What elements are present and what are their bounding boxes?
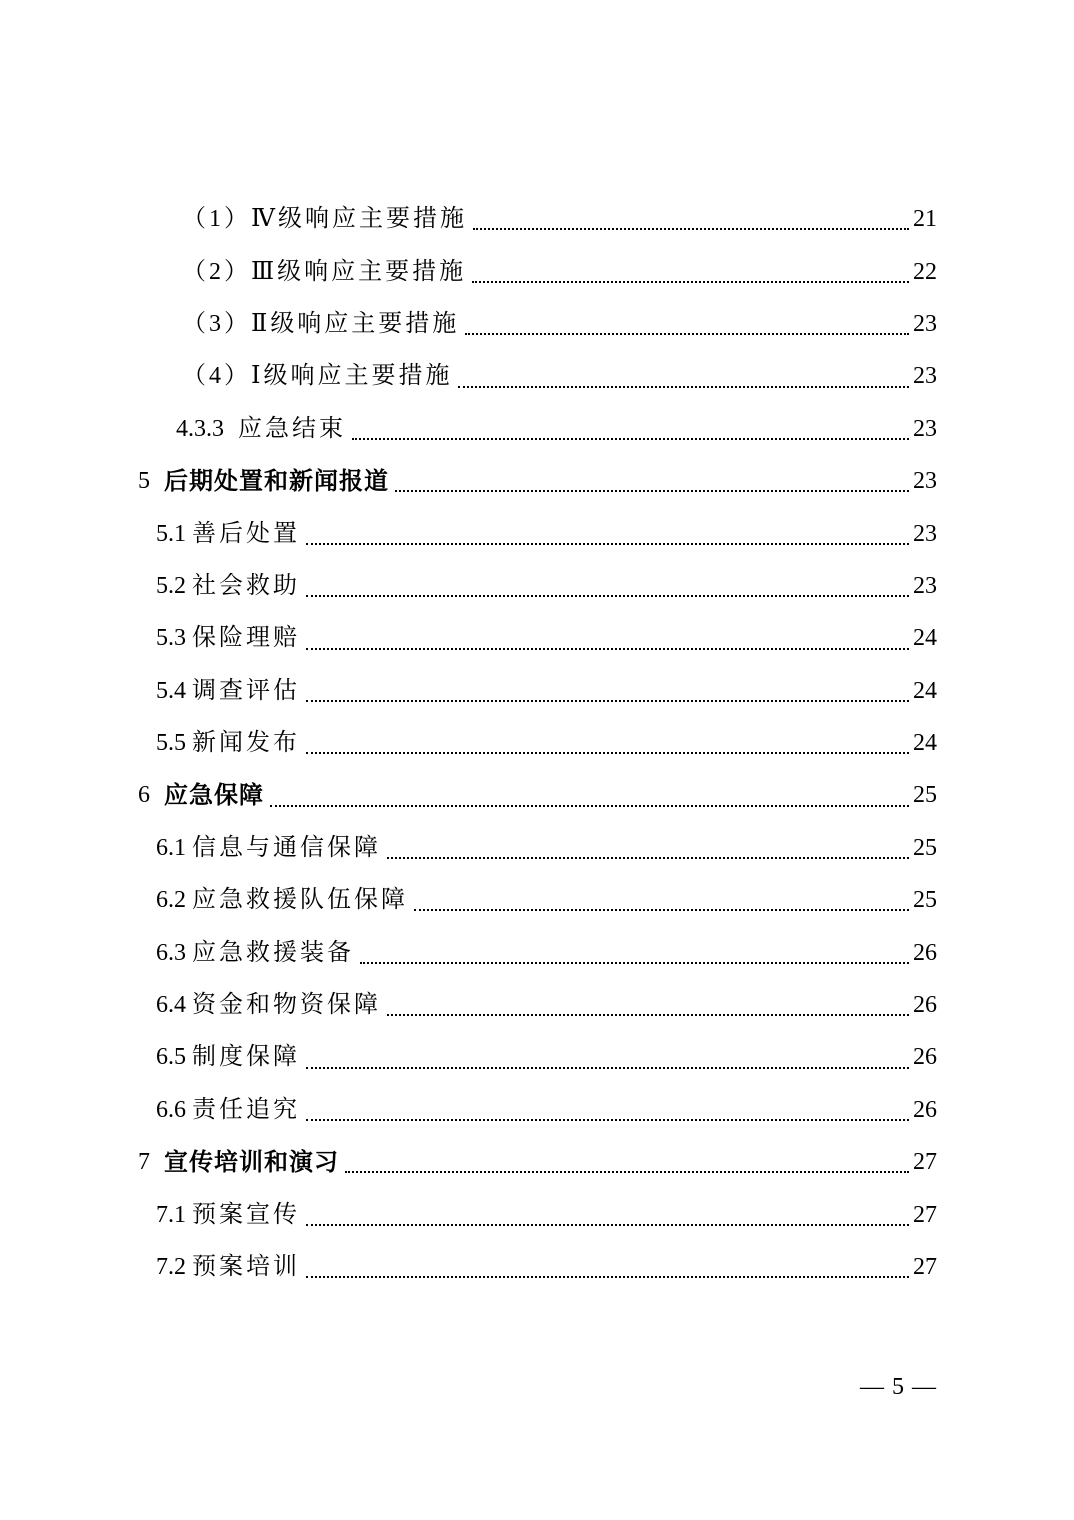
- toc-entry-number: 6.4: [156, 992, 186, 1019]
- toc-entry-page: 25: [913, 782, 937, 809]
- toc-chapter[interactable]: [0, 455, 1074, 507]
- toc-entry-page: 26: [913, 1044, 937, 1071]
- toc-entry-number: （3）: [182, 310, 251, 337]
- toc-entry-title: 预案培训: [192, 1254, 300, 1280]
- toc-entry-page: 23: [913, 310, 937, 337]
- toc-entry-title: 保险理赔: [192, 625, 300, 652]
- toc-entry-page: 25: [913, 834, 937, 861]
- toc-entry-number: 5.3: [156, 625, 186, 652]
- toc-entry-title: 新闻发布: [192, 730, 300, 757]
- dot-leader: [387, 1014, 909, 1016]
- toc-entry-title: 信息与通信保障: [192, 834, 381, 861]
- dot-leader: [306, 1276, 909, 1278]
- dot-leader: [465, 333, 909, 335]
- toc-chapter[interactable]: [0, 769, 1074, 821]
- toc-entry[interactable]: [0, 665, 1074, 717]
- dot-leader: [387, 857, 909, 859]
- dot-leader: [306, 700, 909, 702]
- toc-entry-title: 应急结束: [238, 415, 346, 442]
- toc-entry-page: 27: [913, 1149, 937, 1176]
- toc-entry-number: （2）: [182, 258, 251, 285]
- toc-entry-page: 22: [913, 258, 937, 285]
- toc-entry-number: （1）: [182, 206, 251, 233]
- toc-entry-page: 26: [913, 992, 937, 1019]
- toc-entry-title: Ⅳ级响应主要措施: [251, 206, 467, 233]
- toc-entry[interactable]: [0, 193, 1074, 245]
- toc-entry-page: 23: [913, 520, 937, 547]
- toc-entry-number: （4）: [182, 363, 251, 390]
- toc-entry-title: Ⅲ级响应主要措施: [251, 258, 467, 285]
- toc-entry-title: 制度保障: [192, 1044, 300, 1071]
- toc-entry-number: 5.4: [156, 677, 186, 704]
- toc-entry-number: 6.2: [156, 887, 186, 914]
- table-of-contents: [0, 193, 1074, 1293]
- toc-entry-number: 7: [138, 1149, 150, 1176]
- toc-entry-page: 24: [913, 677, 937, 704]
- toc-entry-number: 6: [138, 782, 150, 809]
- toc-entry-title: 责任追究: [192, 1096, 300, 1123]
- toc-entry[interactable]: [0, 1188, 1074, 1240]
- dot-leader: [345, 1171, 909, 1173]
- toc-entry-number: 5.5: [156, 730, 186, 757]
- toc-entry-number: 5.2: [156, 572, 186, 599]
- toc-entry-number: 6.3: [156, 939, 186, 966]
- toc-entry[interactable]: [0, 926, 1074, 978]
- toc-entry[interactable]: [0, 507, 1074, 559]
- toc-entry-title: 应急救援装备: [192, 939, 354, 966]
- toc-entry-page: 27: [913, 1201, 937, 1228]
- page-number-footer: — 5 —: [860, 1374, 937, 1400]
- dot-leader: [306, 1067, 909, 1069]
- toc-entry-number: 7.1: [156, 1201, 186, 1228]
- dot-leader: [352, 438, 909, 440]
- dot-leader: [306, 595, 909, 597]
- toc-entry-number: 4.3.3: [176, 415, 224, 442]
- dot-leader: [473, 228, 909, 230]
- dot-leader: [395, 490, 909, 492]
- toc-chapter[interactable]: [0, 1136, 1074, 1188]
- dot-leader: [306, 648, 909, 650]
- dot-leader: [270, 805, 909, 807]
- toc-entry-page: 25: [913, 887, 937, 914]
- toc-entry[interactable]: [0, 1241, 1074, 1293]
- dot-leader: [306, 1224, 909, 1226]
- toc-entry-title: Ⅱ级响应主要措施: [251, 310, 460, 337]
- toc-entry-number: 5.1: [156, 520, 186, 547]
- toc-entry-title: 应急保障: [164, 781, 264, 810]
- toc-entry-page: 23: [913, 363, 937, 390]
- toc-entry[interactable]: [0, 979, 1074, 1031]
- toc-entry[interactable]: [0, 403, 1074, 455]
- toc-entry[interactable]: [0, 298, 1074, 350]
- toc-entry-title: Ⅰ级响应主要措施: [251, 363, 453, 390]
- toc-entry-number: 6.5: [156, 1044, 186, 1071]
- toc-entry-page: 27: [913, 1254, 937, 1280]
- dot-leader: [414, 909, 909, 911]
- toc-entry[interactable]: [0, 350, 1074, 402]
- toc-entry-title: 后期处置和新闻报道: [164, 467, 389, 496]
- toc-entry[interactable]: [0, 1031, 1074, 1083]
- toc-entry-page: 26: [913, 1096, 937, 1123]
- dot-leader: [458, 386, 909, 388]
- toc-entry-page: 24: [913, 625, 937, 652]
- toc-entry-page: 23: [913, 572, 937, 599]
- toc-entry-number: 7.2: [156, 1254, 186, 1280]
- dot-leader: [472, 281, 909, 283]
- dot-leader: [306, 752, 909, 754]
- toc-entry[interactable]: [0, 874, 1074, 926]
- toc-entry-title: 善后处置: [192, 520, 300, 547]
- toc-entry[interactable]: [0, 717, 1074, 769]
- toc-entry-number: 6.6: [156, 1096, 186, 1123]
- toc-entry-number: 5: [138, 468, 150, 495]
- toc-entry[interactable]: [0, 1084, 1074, 1136]
- toc-entry-page: 26: [913, 939, 937, 966]
- toc-entry[interactable]: [0, 822, 1074, 874]
- toc-entry-title: 社会救助: [192, 572, 300, 599]
- toc-entry-title: 调查评估: [192, 677, 300, 704]
- toc-entry-title: 资金和物资保障: [192, 992, 381, 1019]
- toc-entry[interactable]: [0, 560, 1074, 612]
- toc-entry-page: 23: [913, 415, 937, 442]
- toc-entry-page: 23: [913, 468, 937, 495]
- toc-entry-page: 21: [913, 206, 937, 233]
- toc-entry-page: 24: [913, 730, 937, 757]
- toc-entry-title: 应急救援队伍保障: [192, 887, 408, 914]
- dot-leader: [360, 962, 909, 964]
- toc-entry-title: 宣传培训和演习: [164, 1148, 339, 1177]
- toc-entry-title: 预案宣传: [192, 1201, 300, 1228]
- toc-entry-number: 6.1: [156, 834, 186, 861]
- dot-leader: [306, 543, 909, 545]
- toc-entry[interactable]: [0, 245, 1074, 297]
- dot-leader: [306, 1119, 909, 1121]
- toc-entry[interactable]: [0, 612, 1074, 664]
